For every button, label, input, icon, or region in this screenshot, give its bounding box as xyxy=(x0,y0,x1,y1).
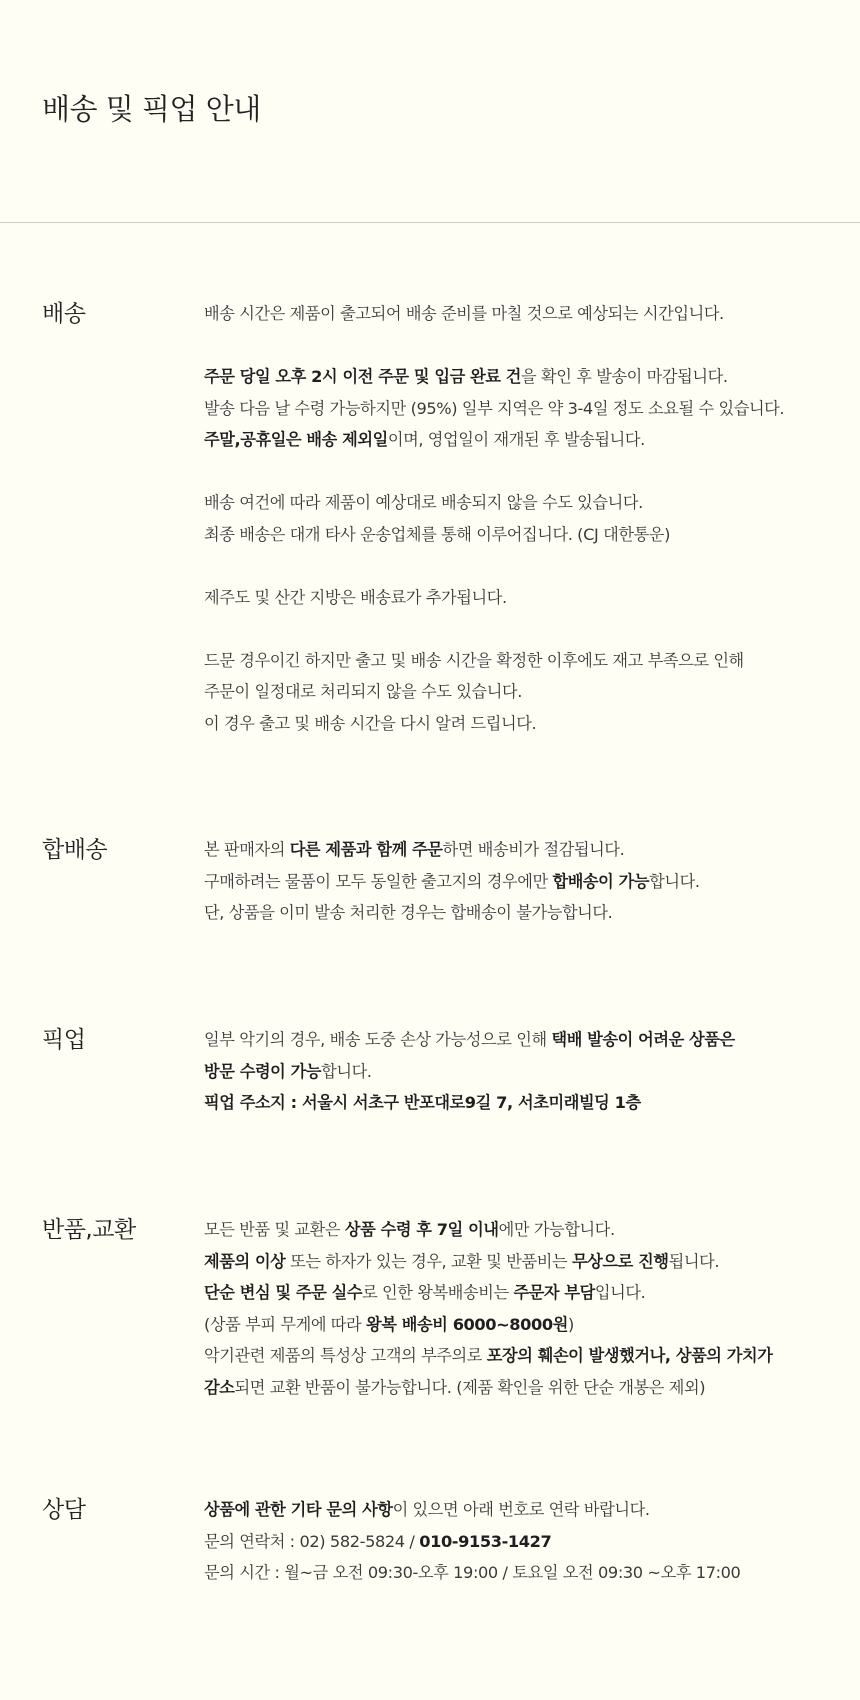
text-line xyxy=(204,645,844,677)
section-body xyxy=(204,834,844,929)
text-line xyxy=(204,1214,844,1246)
text-line xyxy=(204,1087,844,1119)
blank-line xyxy=(204,613,844,645)
body-text: 또는 하자가 있는 경우, 교환 및 반품비는 xyxy=(285,1251,572,1271)
emphasis-text: 단순 변심 및 주문 실수 xyxy=(204,1283,363,1302)
body-text: 문의 시간 : 월~금 오전 09:30-오후 19:00 / 토요일 오전 09:30 ~오후 17:00 xyxy=(204,1563,741,1582)
blank-line xyxy=(204,330,844,362)
text-line xyxy=(204,298,844,330)
text-line xyxy=(204,1277,844,1309)
emphasis-text: 합배송이 가능 xyxy=(552,871,650,891)
emphasis-text: 주말,공휴일은 배송 제외일 xyxy=(204,430,388,449)
body-text: 합니다. xyxy=(321,1061,372,1081)
emphasis-text: 택배 발송이 어려운 상품은 xyxy=(551,1030,735,1049)
body-text: 이 경우 출고 및 배송 시간을 다시 알려 드립니다. xyxy=(204,713,537,733)
body-text: 이며, 영업일이 재개된 후 발송됩니다. xyxy=(387,430,645,449)
text-line xyxy=(204,866,844,898)
emphasis-text: 무상으로 진행 xyxy=(571,1251,669,1271)
text-line xyxy=(204,1024,844,1056)
body-text: 입니다. xyxy=(594,1283,646,1302)
body-text: 이 있으면 아래 번호로 연락 바랍니다. xyxy=(392,1500,650,1519)
body-text: 을 확인 후 발송이 마감됩니다. xyxy=(521,367,728,386)
text-line xyxy=(204,1340,844,1372)
body-text: 최종 배송은 대개 타사 운송업체를 통해 이루어집니다. (CJ 대한통운) xyxy=(204,524,670,544)
text-line xyxy=(204,1526,844,1558)
text-line xyxy=(204,1372,844,1404)
emphasis-text: 방문 수령이 가능 xyxy=(204,1061,322,1081)
emphasis-text: 제품의 이상 xyxy=(204,1251,286,1271)
text-line xyxy=(204,708,844,740)
section-body xyxy=(204,1024,844,1119)
text-line xyxy=(204,393,844,425)
section-title: 상담 xyxy=(42,1497,86,1523)
text-line xyxy=(204,1309,844,1341)
header-divider xyxy=(0,222,860,223)
text-line xyxy=(204,1494,844,1526)
text-line xyxy=(204,519,844,551)
text-line xyxy=(204,1246,844,1278)
body-text: 문의 연락처 : 02) 582-5824 / xyxy=(204,1531,420,1551)
text-line xyxy=(204,834,844,866)
text-line xyxy=(204,676,844,708)
body-text: 주문이 일정대로 처리되지 않을 수도 있습니다. xyxy=(204,682,522,701)
blank-line xyxy=(204,456,844,488)
text-line xyxy=(204,1557,844,1589)
section-body xyxy=(204,1214,844,1403)
body-text: 합니다. xyxy=(649,871,700,891)
body-text: 됩니다. xyxy=(668,1251,720,1271)
emphasis-text: 상품에 관한 기타 문의 사항 xyxy=(204,1500,393,1519)
body-text: ) xyxy=(568,1314,574,1334)
text-line xyxy=(204,1056,844,1088)
blank-line xyxy=(204,550,844,582)
text-line xyxy=(204,582,844,614)
section-title: 반품,교환 xyxy=(42,1217,136,1243)
emphasis-text: 왕복 배송비 6000~8000원 xyxy=(366,1314,568,1334)
body-text: 하면 배송비가 절감됩니다. xyxy=(442,840,625,859)
body-text: 모든 반품 및 교환은 xyxy=(204,1220,345,1239)
text-line xyxy=(204,424,844,456)
body-text: 발송 다음 날 수령 가능하지만 (95%) 일부 지역은 약 3-4일 정도 소요될 수 있습니다. xyxy=(204,398,785,418)
section-title: 픽업 xyxy=(42,1027,86,1053)
body-text: 에만 가능합니다. xyxy=(498,1220,615,1239)
body-text: 로 인한 왕복배송비는 xyxy=(362,1283,514,1302)
emphasis-text: 픽업 주소지 : 서울시 서초구 반포대로9길 7, 서초미래빌딩 1층 xyxy=(204,1093,641,1112)
emphasis-text: 주문 당일 오후 2시 이전 주문 및 입금 완료 건 xyxy=(204,367,522,386)
section-title: 합배송 xyxy=(42,837,108,863)
emphasis-text: 010-9153-1427 xyxy=(419,1531,552,1551)
body-text: 배송 시간은 제품이 출고되어 배송 준비를 마칠 것으로 예상되는 시간입니다. xyxy=(204,304,724,323)
body-text: 악기관련 제품의 특성상 고객의 부주의로 xyxy=(204,1346,487,1365)
body-text: 드문 경우이긴 하지만 출고 및 배송 시간을 확정한 이후에도 재고 부족으로 인해 xyxy=(204,650,744,670)
body-text: (상품 부피 무게에 따라 xyxy=(204,1314,367,1334)
body-text: 되면 교환 반품이 불가능합니다. (제품 확인을 위한 단순 개봉은 제외) xyxy=(234,1377,706,1397)
section-body xyxy=(204,1494,844,1589)
body-text: 제주도 및 산간 지방은 배송료가 추가됩니다. xyxy=(204,587,507,607)
text-line xyxy=(204,361,844,393)
emphasis-text: 감소 xyxy=(204,1377,235,1397)
body-text: 단, 상품을 이미 발송 처리한 경우는 합배송이 불가능합니다. xyxy=(204,903,613,922)
body-text: 일부 악기의 경우, 배송 도중 손상 가능성으로 인해 xyxy=(204,1030,552,1049)
page-title: 배송 및 픽업 안내 xyxy=(42,92,261,126)
emphasis-text: 다른 제품과 함께 주문 xyxy=(289,840,443,859)
emphasis-text: 포장의 훼손이 발생했거나, 상품의 가치가 xyxy=(486,1346,773,1365)
body-text: 배송 여건에 따라 제품이 예상대로 배송되지 않을 수도 있습니다. xyxy=(204,493,643,512)
body-text: 본 판매자의 xyxy=(204,840,290,859)
emphasis-text: 주문자 부담 xyxy=(513,1283,595,1302)
emphasis-text: 상품 수령 후 7일 이내 xyxy=(344,1220,499,1239)
text-line xyxy=(204,487,844,519)
body-text: 구매하려는 물품이 모두 동일한 출고지의 경우에만 xyxy=(204,871,553,891)
section-body xyxy=(204,298,844,739)
text-line xyxy=(204,897,844,929)
section-title: 배송 xyxy=(42,301,86,327)
